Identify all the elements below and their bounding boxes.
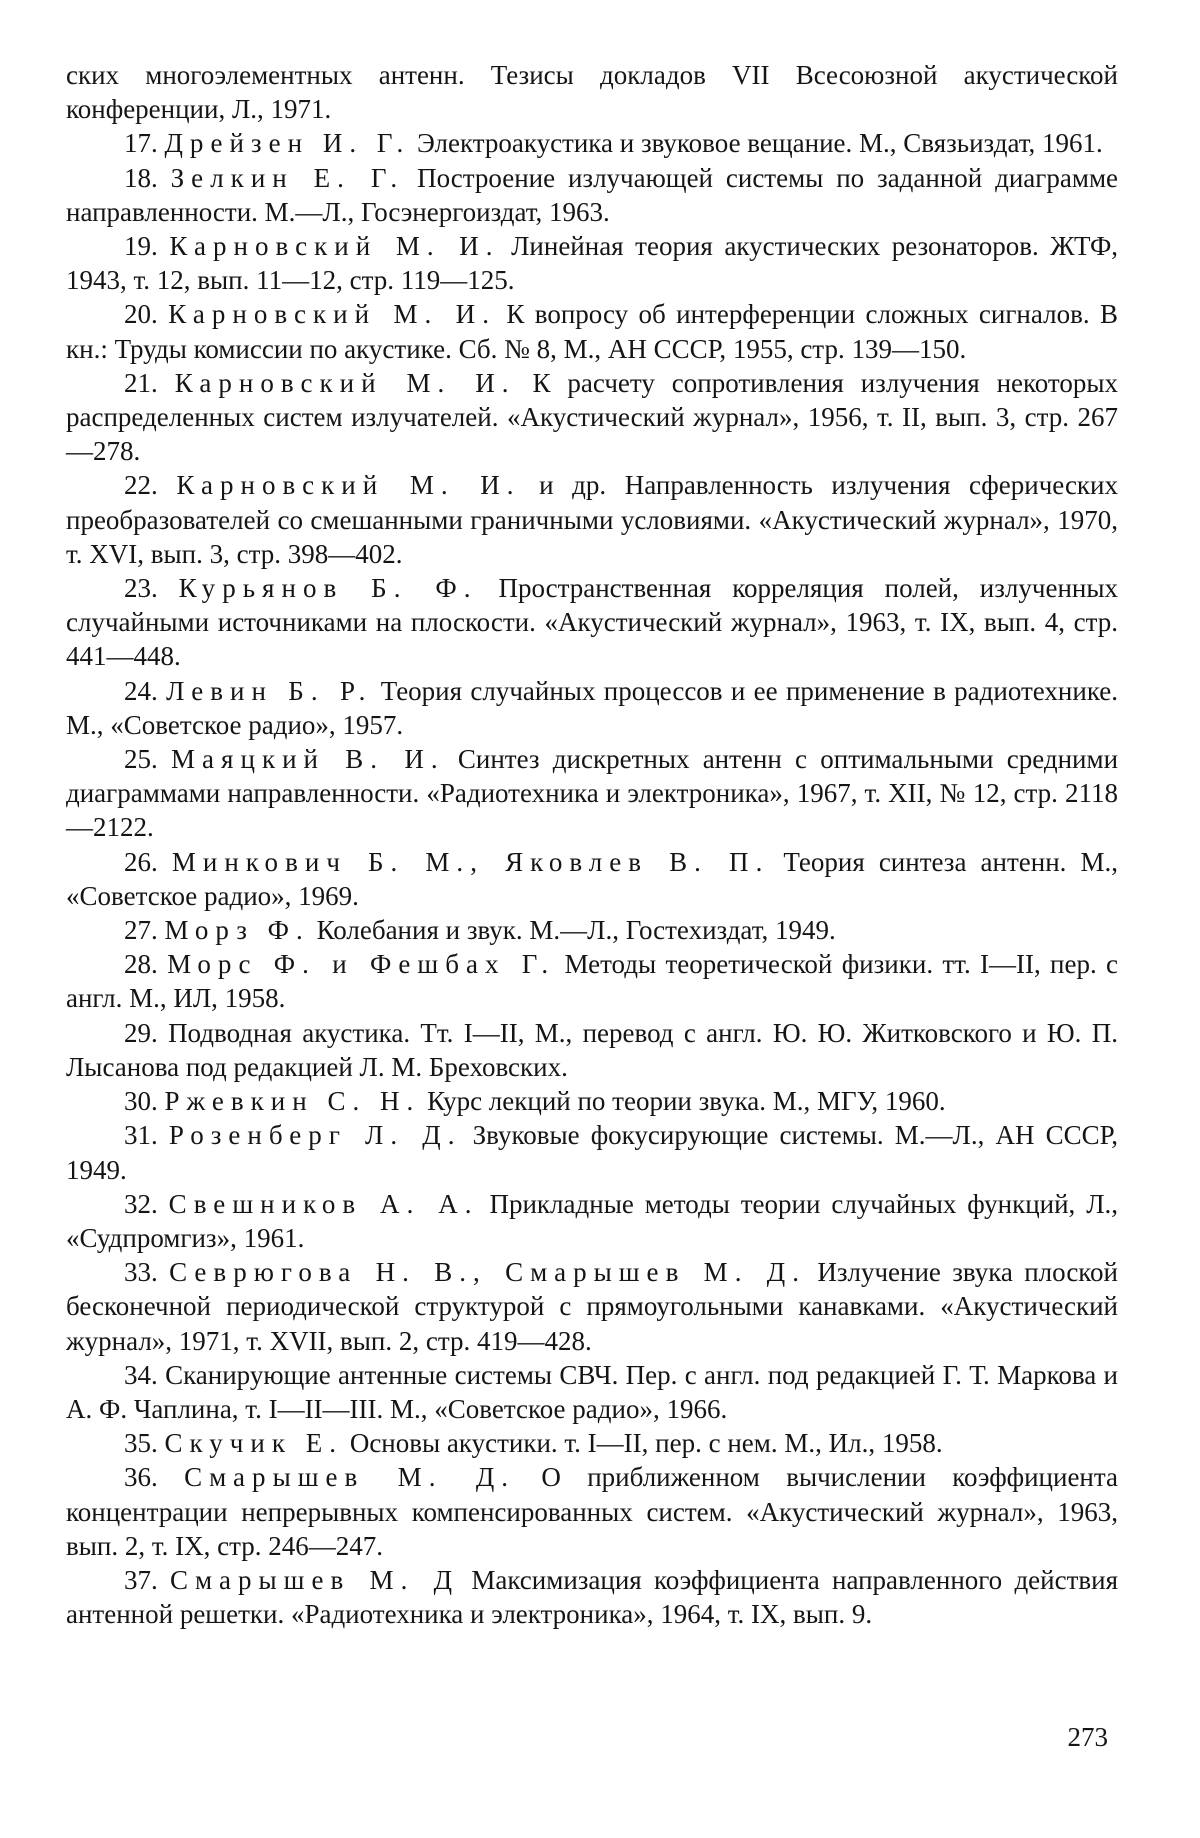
reference-text: Звуковые фокусирующие системы. М.—Л., АН СССР, 1949. — [66, 1120, 1118, 1185]
reference-text: О приближенном вычислении коэффициента концентрации непрерывных компенсированных систем. «Акустический журнал», 1963, вып. 2, т. IX, стр. 246—247. — [66, 1462, 1118, 1561]
reference-item — [66, 468, 1118, 571]
reference-author: Свешников А. А. — [168, 1188, 479, 1219]
reference-number: 18. — [124, 162, 158, 193]
reference-item — [66, 674, 1118, 742]
reference-author: Дрейзен И. Г. — [164, 128, 411, 159]
reference-item — [66, 1187, 1118, 1255]
reference-number: 30. — [124, 1086, 158, 1117]
reference-item — [66, 1460, 1118, 1563]
reference-number: 25. — [124, 744, 158, 775]
reference-item — [66, 571, 1118, 674]
reference-author: Смарышев М. Д — [170, 1564, 460, 1595]
reference-item — [66, 229, 1118, 297]
reference-author: Минкович Б. М., Яковлев В. П. — [171, 846, 770, 877]
reference-item — [66, 913, 1118, 947]
reference-item — [66, 126, 1118, 160]
reference-author: Карновский М. И. — [174, 367, 516, 398]
reference-author: Зелкин Е. Г. — [170, 162, 405, 193]
reference-number: 37. — [124, 1564, 158, 1595]
reference-text: Теория случайных процессов и ее применение в радиотехнике. М., «Советское радио», 1957. — [66, 675, 1119, 740]
reference-number: 29. — [124, 1017, 158, 1048]
reference-text: Построение излучающей системы по заданной диаграмме направленности. М.—Л., Госэнергоиздат, 1963. — [66, 162, 1119, 227]
reference-number: 22. — [124, 470, 158, 501]
reference-text: Прикладные методы теории случайных функций, Л., «Судпромгиз», 1961. — [66, 1188, 1119, 1253]
reference-author: Морз Ф. — [164, 915, 310, 946]
reference-author: Морс Ф. и Фешбах Г. — [167, 949, 556, 980]
reference-text: Максимизация коэффициента направленного действия антенной решетки. «Радиотехника и электроника», 1964, т. IX, вып. 9. — [66, 1564, 1119, 1630]
reference-text: Излучение звука плоской бесконечной периодической структурой с прямоугольными канавками. «Акустический журнал», 1971, т. XVII, вып. 2, стр. 419—428. — [66, 1257, 1118, 1356]
reference-author: Скучик Е. — [164, 1428, 344, 1459]
reference-item — [66, 1426, 1118, 1460]
reference-number: 31. — [124, 1120, 158, 1151]
reference-number: 28. — [124, 949, 158, 980]
reference-text: Курс лекций по теории звука. М., МГУ, 1960. — [427, 1086, 946, 1117]
reference-text: Синтез дискретных антенн с оптимальными средними диаграммами направленности. «Радиотехника и электроника», 1967, т. XII, № 12, стр. 2118—2122. — [66, 744, 1119, 843]
reference-item — [66, 366, 1118, 469]
reference-number: 33. — [124, 1257, 158, 1288]
page-number: 273 — [1067, 1722, 1108, 1752]
reference-number: 23. — [124, 573, 158, 604]
reference-item — [66, 1358, 1118, 1426]
reference-author: Курьянов Б. Ф. — [178, 573, 478, 604]
reference-text: и др. Направленность излучения сферических преобразователей со смешанными граничными условиями. «Акустический журнал», 1970, т. XVI, вып. 3, стр. 398—402. — [66, 470, 1118, 569]
reference-number: 34. — [124, 1359, 158, 1390]
reference-author: Карновский М. И. — [176, 470, 521, 501]
reference-author: Севрюгова Н. В., Смарышев М. Д. — [169, 1257, 807, 1288]
reference-text: К расчету сопротивления излучения некоторых распределенных систем излучателей. «Акустический журнал», 1956, т. II, вып. 3, стр. 267—278. — [66, 367, 1119, 467]
reference-number: 21. — [124, 367, 158, 398]
reference-number: 24. — [124, 675, 158, 706]
reference-item — [66, 947, 1118, 1015]
reference-list — [66, 58, 1118, 1631]
reference-number: 19. — [124, 231, 158, 262]
reference-number: 27. — [124, 915, 158, 946]
reference-text: Сканирующие антенные системы СВЧ. Пер. с англ. под редакцией Г. Т. Маркова и А. Ф. Чаплина, т. I—II—III. М., «Советское радио», 1966. — [66, 1359, 1118, 1424]
reference-text: Методы теоретической физики. тт. I—II, пер. с англ. М., ИЛ, 1958. — [66, 949, 1118, 1014]
reference-item — [66, 161, 1118, 229]
reference-item — [66, 845, 1118, 913]
reference-number: 35. — [124, 1428, 158, 1459]
reference-text: Теория синтеза антенн. М., «Советское радио», 1969. — [66, 846, 1118, 911]
reference-item — [66, 742, 1118, 845]
reference-text: ских многоэлементных антенн. Тезисы докладов VII Всесоюзной акустической конференции, Л., 1971. — [66, 60, 1118, 125]
reference-author: Карновский М. И. — [169, 231, 500, 262]
reference-number: 26. — [124, 846, 158, 877]
reference-item — [66, 1563, 1118, 1631]
reference-text: Подводная акустика. Тт. I—II, М., перевод с англ. Ю. Ю. Житковского и Ю. П. Лысанова под редакцией Л. М. Бреховских. — [66, 1017, 1118, 1082]
reference-text: К вопросу об интерференции сложных сигналов. В кн.: Труды комиссии по акустике. Сб. № 8, М., АН СССР, 1955, стр. 139—150. — [66, 299, 1118, 364]
reference-item — [66, 58, 1118, 126]
reference-item — [66, 1118, 1118, 1186]
reference-text: Линейная теория акустических резонаторов. ЖТФ, 1943, т. 12, вып. 11—12, стр. 119—125. — [66, 231, 1119, 296]
reference-author: Левин Б. Р. — [166, 675, 373, 706]
reference-author: Карновский М. И. — [168, 299, 496, 330]
reference-item — [66, 1084, 1118, 1118]
reference-text: Основы акустики. т. I—II, пер. с нем. М., Ил., 1958. — [349, 1428, 943, 1459]
reference-text: Пространственная корреляция полей, излученных случайными источниками на плоскости. «Акустический журнал», 1963, т. IX, вып. 4, стр. 441—448. — [66, 573, 1118, 672]
reference-page — [66, 58, 1118, 1631]
reference-number: 32. — [124, 1188, 158, 1219]
reference-number: 20. — [124, 299, 158, 330]
reference-number: 17. — [124, 128, 158, 159]
reference-text: Колебания и звук. М.—Л., Гостехиздат, 1949. — [316, 915, 836, 946]
reference-author: Розенберг Л. Д. — [168, 1120, 462, 1151]
reference-author: Смарышев М. Д. — [184, 1462, 516, 1493]
reference-number: 36. — [124, 1462, 158, 1493]
reference-text: Электроакустика и звуковое вещание. М., Связьиздат, 1961. — [417, 128, 1103, 159]
reference-item — [66, 1255, 1118, 1358]
reference-author: Ржевкин С. Н. — [164, 1086, 421, 1117]
reference-item — [66, 297, 1118, 365]
reference-item — [66, 1016, 1118, 1084]
reference-author: Маяцкий В. И. — [171, 744, 445, 775]
